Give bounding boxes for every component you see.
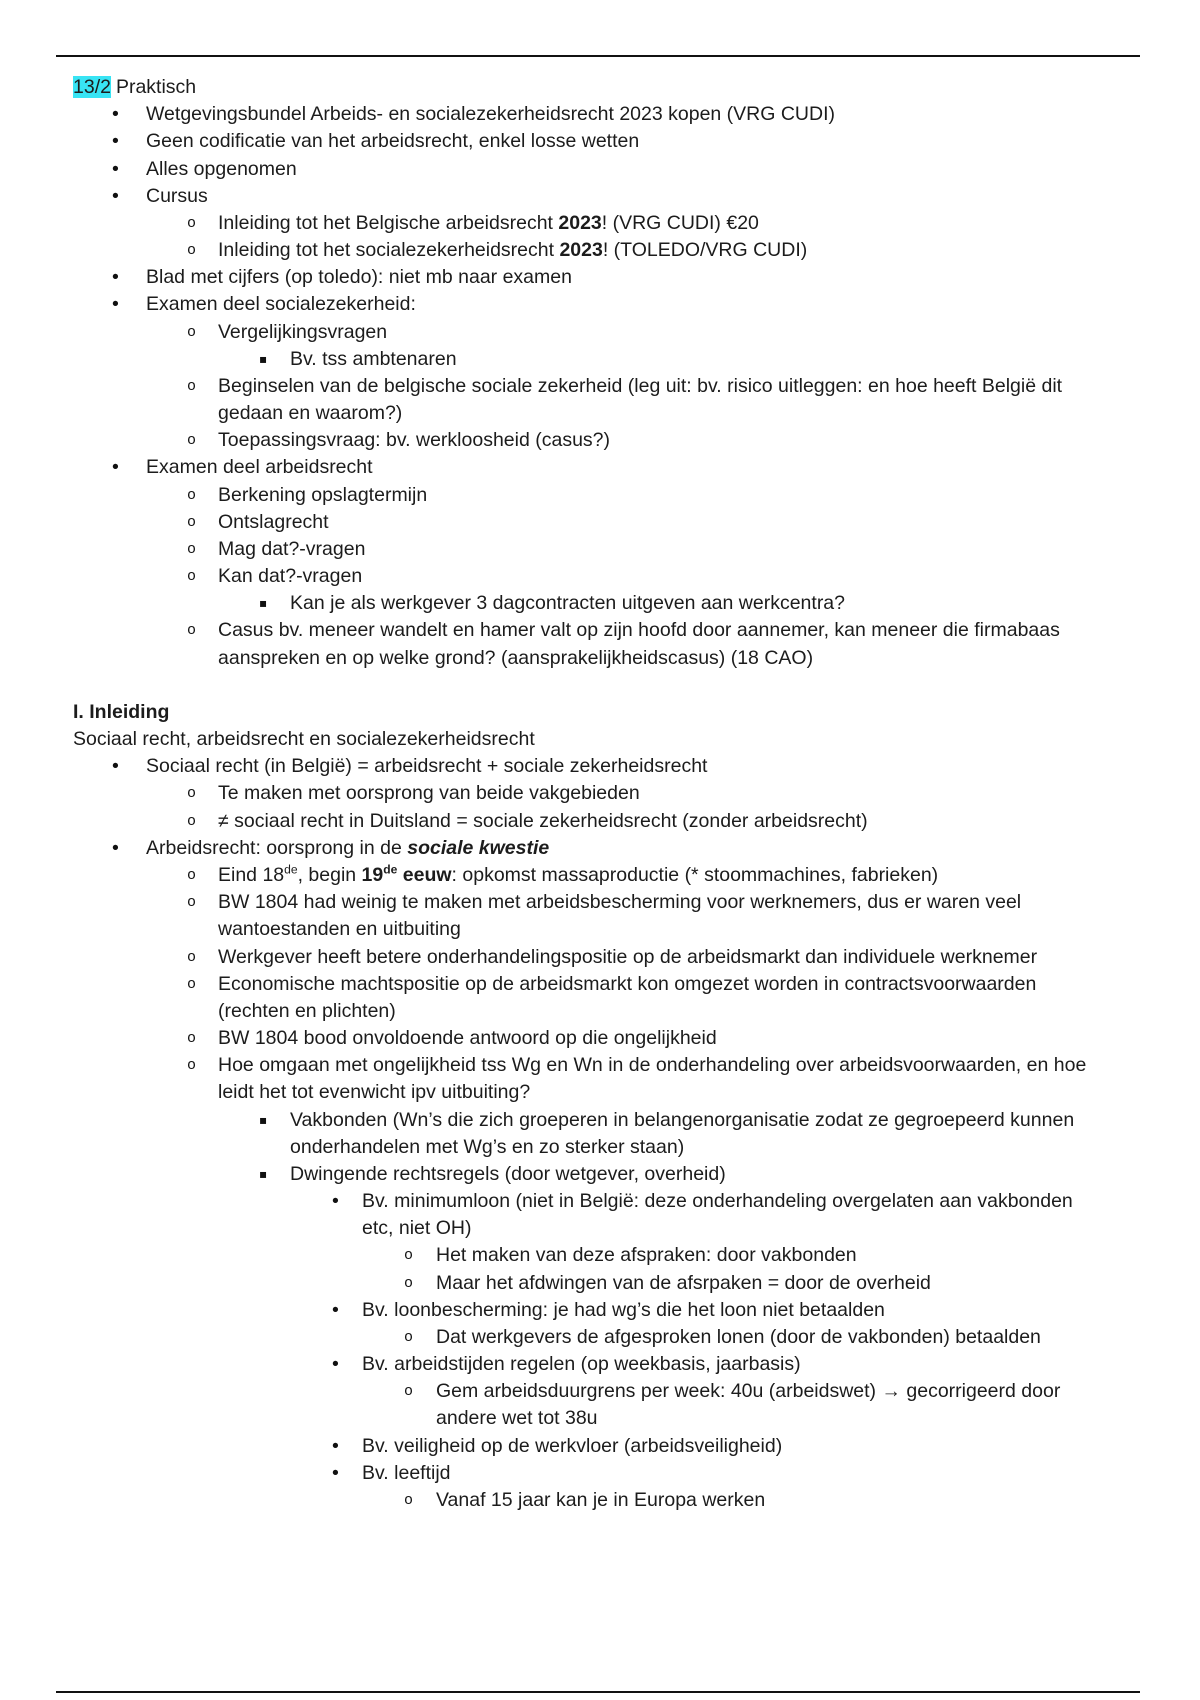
bullet-marker: ▪ bbox=[259, 596, 268, 611]
list-item-row bbox=[0, 862, 1200, 889]
list-item-text bbox=[218, 319, 1200, 346]
text-line bbox=[218, 862, 1200, 889]
bullet-marker: • bbox=[112, 130, 119, 153]
text-line: Blad met cijfers (op toledo): niet mb naar examen bbox=[146, 266, 572, 289]
text-line: Toepassingsvraag: bv. werkloosheid (casus?) bbox=[218, 429, 610, 452]
bullet-marker: • bbox=[112, 836, 119, 859]
text-line: aanspreken en op welke grond? (aansprakelijkheidscasus) (18 CAO) bbox=[218, 646, 814, 669]
list-item-text bbox=[436, 1378, 1200, 1432]
bullet-marker: • bbox=[112, 293, 119, 316]
list-item-row bbox=[0, 1351, 1200, 1378]
list-item-text bbox=[146, 264, 1200, 291]
list-item-text bbox=[146, 291, 1200, 318]
list-item-row bbox=[0, 346, 1200, 373]
text-line bbox=[146, 835, 1200, 862]
list-item-text bbox=[218, 1025, 1200, 1052]
text-line: Bv. minimumloon (niet in België: deze onderhandeling overgelaten aan vakbonden bbox=[362, 1190, 1073, 1213]
bullet-marker: • bbox=[332, 1353, 339, 1376]
list-item-text bbox=[146, 101, 1200, 128]
list-item bbox=[0, 128, 1200, 155]
text-line: Wetgevingsbundel Arbeids- en socialezekerheidsrecht 2023 kopen (VRG CUDI) bbox=[146, 103, 836, 126]
list-item-text bbox=[218, 780, 1200, 807]
text-line: Berkening opslagtermijn bbox=[218, 483, 428, 506]
bullet-marker: • bbox=[332, 1434, 339, 1457]
list-item-row bbox=[0, 373, 1200, 427]
bullet-marker: o bbox=[404, 1274, 414, 1292]
bullet-marker: o bbox=[187, 812, 197, 830]
list-item-text bbox=[146, 128, 1200, 155]
text-segment: : opkomst massaproductie (* stoommachines, fabrieken) bbox=[451, 863, 939, 886]
nested-list bbox=[0, 1188, 1200, 1514]
section-praktisch bbox=[0, 74, 1200, 672]
bold-text: 19 bbox=[361, 863, 384, 886]
list-item bbox=[0, 1460, 1200, 1514]
bullet-marker: • bbox=[112, 103, 119, 126]
list-item-row bbox=[0, 835, 1200, 862]
bullet-marker: o bbox=[187, 1030, 197, 1048]
bullet-marker: • bbox=[112, 266, 119, 289]
text-line: Bv. loonbescherming: je had wg’s die het loon niet betaalden bbox=[362, 1298, 885, 1321]
text-line: Kan dat?-vragen bbox=[218, 565, 363, 588]
list-item-text bbox=[218, 808, 1200, 835]
text-line: Alles opgenomen bbox=[146, 157, 297, 180]
bullet-marker: • bbox=[112, 184, 119, 207]
text-line: Sociaal recht (in België) = arbeidsrecht + sociale zekerheidsrecht bbox=[146, 755, 708, 778]
text-line: Ontslagrecht bbox=[218, 510, 329, 533]
bold-italic-text: sociale kwestie bbox=[407, 836, 550, 859]
text-segment: Eind 18 bbox=[218, 863, 285, 886]
nested-list bbox=[0, 319, 1200, 455]
list-item-text bbox=[290, 1161, 1200, 1188]
list-item bbox=[0, 1161, 1200, 1514]
list-item-row bbox=[0, 971, 1200, 1025]
list-item-text bbox=[290, 346, 1200, 373]
list-item bbox=[0, 1188, 1200, 1297]
superscript-text: de bbox=[284, 862, 298, 877]
text-line: Te maken met oorsprong van beide vakgebieden bbox=[218, 782, 640, 805]
date-highlight: 13/2 bbox=[73, 76, 111, 98]
list-item-text bbox=[290, 590, 1200, 617]
list-item bbox=[0, 427, 1200, 454]
text-line: Dwingende rechtsregels (door wetgever, overheid) bbox=[290, 1162, 726, 1185]
list-item-row bbox=[0, 780, 1200, 807]
list-item bbox=[0, 835, 1200, 1514]
text-line: onderhandelen met Wg’s en zo sterker staan) bbox=[290, 1135, 685, 1158]
list-item bbox=[0, 264, 1200, 291]
list-item-row bbox=[0, 1052, 1200, 1106]
bullet-marker: o bbox=[187, 377, 197, 395]
list-item bbox=[0, 1433, 1200, 1460]
nested-list bbox=[0, 1378, 1200, 1432]
list-item-row bbox=[0, 101, 1200, 128]
text-line: andere wet tot 38u bbox=[436, 1407, 598, 1430]
list-item-text bbox=[362, 1460, 1200, 1487]
bold-text: 2023 bbox=[558, 211, 602, 234]
text-segment: Arbeidsrecht: oorsprong in de bbox=[146, 836, 408, 859]
text-line: Beginselen van de belgische sociale zekerheid (leg uit: bv. risico uitleggen: en hoe heeft België dit bbox=[218, 374, 1063, 397]
list-item-text bbox=[146, 835, 1200, 862]
list-item-text bbox=[218, 944, 1200, 971]
list-item bbox=[0, 373, 1200, 427]
list-item-row bbox=[0, 1107, 1200, 1161]
superscript-text: de bbox=[383, 862, 398, 877]
list-item bbox=[0, 291, 1200, 454]
list-item-text bbox=[218, 617, 1200, 671]
bullet-marker: o bbox=[404, 1247, 414, 1265]
nested-list bbox=[0, 346, 1200, 373]
list-item bbox=[0, 509, 1200, 536]
list-item bbox=[0, 808, 1200, 835]
bullet-list bbox=[0, 101, 1200, 672]
list-item bbox=[0, 346, 1200, 373]
list-item-row bbox=[0, 590, 1200, 617]
list-item-row bbox=[0, 1460, 1200, 1487]
text-line: Werkgever heeft betere onderhandelingspositie op de arbeidsmarkt dan individuele werknemer bbox=[218, 945, 1038, 968]
bullet-list bbox=[0, 753, 1200, 1514]
bullet-marker: o bbox=[404, 1491, 414, 1509]
nested-list bbox=[0, 780, 1200, 834]
list-item bbox=[0, 590, 1200, 617]
text-segment: , begin bbox=[297, 863, 362, 886]
list-item bbox=[0, 536, 1200, 563]
list-item-text bbox=[218, 889, 1200, 943]
text-line: Vergelijkingsvragen bbox=[218, 320, 388, 343]
list-item-text bbox=[146, 183, 1200, 210]
document-body bbox=[0, 74, 1200, 1514]
bullet-marker: • bbox=[112, 157, 119, 180]
list-item bbox=[0, 237, 1200, 264]
text-line: Gem arbeidsduurgrens per week: 40u (arbeidswet) → gecorrigeerd door bbox=[436, 1380, 1061, 1403]
list-item-row bbox=[0, 1242, 1200, 1269]
list-item bbox=[0, 1025, 1200, 1052]
list-item bbox=[0, 780, 1200, 807]
text-line: etc, niet OH) bbox=[362, 1217, 472, 1240]
text-line: Kan je als werkgever 3 dagcontracten uitgeven aan werkcentra? bbox=[290, 592, 845, 615]
bottom-rule bbox=[56, 1691, 1140, 1693]
list-item-text bbox=[218, 237, 1200, 264]
list-item-row bbox=[0, 509, 1200, 536]
nested-list bbox=[0, 862, 1200, 1514]
list-item-row bbox=[0, 1487, 1200, 1514]
list-item-text bbox=[218, 509, 1200, 536]
list-item-text bbox=[362, 1188, 1200, 1242]
list-item bbox=[0, 1242, 1200, 1269]
chapter-subheading: Sociaal recht, arbeidsrecht en socialezekerheidsrecht bbox=[73, 728, 535, 751]
text-line: Maar het afdwingen van de afsrpaken = door de overheid bbox=[436, 1271, 931, 1294]
bullet-marker: o bbox=[187, 540, 197, 558]
bullet-marker: • bbox=[112, 456, 119, 479]
nested-list bbox=[0, 1242, 1200, 1296]
bullet-marker: • bbox=[332, 1190, 339, 1213]
list-item-text bbox=[218, 862, 1200, 889]
list-item-row bbox=[0, 563, 1200, 590]
list-item-text bbox=[218, 971, 1200, 1025]
text-line: Hoe omgaan met ongelijkheid tss Wg en Wn in de onderhandeling over arbeidsvoorwaarden, en hoe bbox=[218, 1054, 1087, 1077]
nested-list bbox=[0, 590, 1200, 617]
list-item-row bbox=[0, 454, 1200, 481]
bullet-marker: o bbox=[187, 432, 197, 450]
text-line: BW 1804 bood onvoldoende antwoord op die ongelijkheid bbox=[218, 1027, 717, 1050]
list-item-text bbox=[436, 1324, 1200, 1351]
text-line: Bv. arbeidstijden regelen (op weekbasis, jaarbasis) bbox=[362, 1353, 801, 1376]
list-item-row bbox=[0, 291, 1200, 318]
bullet-marker: o bbox=[187, 866, 197, 884]
bullet-marker: • bbox=[112, 755, 119, 778]
list-item-text bbox=[218, 427, 1200, 454]
list-item-row bbox=[0, 482, 1200, 509]
bullet-marker: o bbox=[187, 214, 197, 232]
text-line: Cursus bbox=[146, 184, 208, 207]
list-item bbox=[0, 1107, 1200, 1161]
text-line: leidt het tot evenwicht ipv uitbuiting? bbox=[218, 1081, 531, 1104]
list-item-row bbox=[0, 1378, 1200, 1432]
list-item-text bbox=[146, 156, 1200, 183]
list-item-row bbox=[0, 1433, 1200, 1460]
list-item-text bbox=[362, 1351, 1200, 1378]
list-item-text bbox=[146, 454, 1200, 481]
list-item-text bbox=[218, 210, 1200, 237]
text-line: Vanaf 15 jaar kan je in Europa werken bbox=[436, 1488, 766, 1511]
bold-text: eeuw bbox=[397, 863, 452, 886]
bullet-marker: o bbox=[187, 242, 197, 260]
text-line: wantoestanden en uitbuiting bbox=[218, 918, 461, 941]
text-line bbox=[218, 237, 1200, 264]
list-item-row bbox=[0, 264, 1200, 291]
list-item-text bbox=[362, 1433, 1200, 1460]
text-line: ≠ sociaal recht in Duitsland = sociale zekerheidsrecht (zonder arbeidsrecht) bbox=[218, 809, 868, 832]
list-item bbox=[0, 319, 1200, 373]
bullet-marker: o bbox=[187, 622, 197, 640]
list-item-row bbox=[0, 156, 1200, 183]
text-line: Het maken van deze afspraken: door vakbonden bbox=[436, 1244, 857, 1267]
bullet-marker: o bbox=[404, 1383, 414, 1401]
bold-text: 2023 bbox=[559, 239, 603, 262]
list-item-row bbox=[0, 944, 1200, 971]
text-line: Vakbonden (Wn’s die zich groeperen in belangenorganisatie zodat ze gegroepeerd kunnen bbox=[290, 1108, 1075, 1131]
list-item bbox=[0, 1270, 1200, 1297]
text-line: Bv. veiligheid op de werkvloer (arbeidsveiligheid) bbox=[362, 1434, 783, 1457]
list-item bbox=[0, 1351, 1200, 1433]
list-item-row bbox=[0, 210, 1200, 237]
list-item-row bbox=[0, 183, 1200, 210]
nested-list bbox=[0, 1487, 1200, 1514]
top-rule bbox=[56, 55, 1140, 57]
text-line: Geen codificatie van het arbeidsrecht, enkel losse wetten bbox=[146, 130, 640, 153]
list-item bbox=[0, 862, 1200, 889]
list-item bbox=[0, 971, 1200, 1025]
list-item-row bbox=[0, 128, 1200, 155]
list-item-text bbox=[436, 1487, 1200, 1514]
list-item-row bbox=[0, 319, 1200, 346]
bullet-marker: • bbox=[332, 1461, 339, 1484]
list-item-text bbox=[218, 373, 1200, 427]
list-item-row bbox=[0, 1297, 1200, 1324]
text-line: Examen deel arbeidsrecht bbox=[146, 456, 373, 479]
bullet-marker: o bbox=[187, 323, 197, 341]
bullet-marker: o bbox=[187, 975, 197, 993]
list-item-row bbox=[0, 237, 1200, 264]
list-item-text bbox=[362, 1297, 1200, 1324]
list-item-text bbox=[290, 1107, 1200, 1161]
list-item bbox=[0, 1297, 1200, 1351]
text-line: gedaan en waarom?) bbox=[218, 402, 403, 425]
list-item-text bbox=[218, 563, 1200, 590]
list-item bbox=[0, 482, 1200, 509]
chapter-heading: I. Inleiding bbox=[73, 700, 170, 723]
list-item-text bbox=[436, 1270, 1200, 1297]
list-item-row bbox=[0, 808, 1200, 835]
list-item bbox=[0, 454, 1200, 671]
section-inleiding bbox=[0, 699, 1200, 1514]
nested-list bbox=[0, 1324, 1200, 1351]
bullet-marker: ▪ bbox=[259, 1166, 268, 1181]
bullet-marker: o bbox=[187, 894, 197, 912]
list-item bbox=[0, 1378, 1200, 1432]
section-title-line bbox=[0, 74, 1200, 101]
bullet-marker: • bbox=[332, 1298, 339, 1321]
bullet-marker: o bbox=[187, 513, 197, 531]
text-segment: Inleiding tot het Belgische arbeidsrecht bbox=[218, 211, 559, 234]
list-item bbox=[0, 889, 1200, 943]
list-item-row bbox=[0, 1324, 1200, 1351]
list-item bbox=[0, 753, 1200, 835]
list-item bbox=[0, 210, 1200, 237]
bullet-marker: o bbox=[187, 785, 197, 803]
bullet-marker: ▪ bbox=[259, 351, 268, 366]
list-item-text bbox=[218, 536, 1200, 563]
list-item bbox=[0, 944, 1200, 971]
text-line: Casus bv. meneer wandelt en hamer valt op zijn hoofd door aannemer, kan meneer die firmabaas bbox=[218, 619, 1060, 642]
list-item-row bbox=[0, 1161, 1200, 1188]
list-item bbox=[0, 156, 1200, 183]
list-item bbox=[0, 1052, 1200, 1514]
text-line: (rechten en plichten) bbox=[218, 999, 396, 1022]
list-item bbox=[0, 1487, 1200, 1514]
text-segment: ! (TOLEDO/VRG CUDI) bbox=[602, 239, 808, 262]
list-item-row bbox=[0, 753, 1200, 780]
section-title: Praktisch bbox=[115, 76, 197, 98]
list-item-row bbox=[0, 889, 1200, 943]
nested-list bbox=[0, 482, 1200, 672]
text-line: Mag dat?-vragen bbox=[218, 537, 366, 560]
list-item-row bbox=[0, 427, 1200, 454]
list-item bbox=[0, 563, 1200, 617]
list-item-text bbox=[218, 482, 1200, 509]
list-item-text bbox=[146, 753, 1200, 780]
bullet-marker: o bbox=[404, 1328, 414, 1346]
list-item-row bbox=[0, 1025, 1200, 1052]
list-item-row bbox=[0, 617, 1200, 671]
list-item-row bbox=[0, 1270, 1200, 1297]
text-line: BW 1804 had weinig te maken met arbeidsbescherming voor werknemers, dus er waren veel bbox=[218, 891, 1022, 914]
bullet-marker: o bbox=[187, 568, 197, 586]
list-item-text bbox=[436, 1242, 1200, 1269]
text-line: Examen deel socialezekerheid: bbox=[146, 293, 416, 316]
list-item-text bbox=[218, 1052, 1200, 1106]
list-item bbox=[0, 101, 1200, 128]
bullet-marker: ▪ bbox=[259, 1112, 268, 1127]
text-line: Economische machtspositie op de arbeidsmarkt kon omgezet worden in contractsvoorwaarden bbox=[218, 972, 1037, 995]
list-item bbox=[0, 617, 1200, 671]
bullet-marker: o bbox=[187, 486, 197, 504]
text-line bbox=[218, 210, 1200, 237]
list-item bbox=[0, 183, 1200, 265]
bullet-marker: o bbox=[187, 948, 197, 966]
bullet-marker: o bbox=[187, 1057, 197, 1075]
text-segment: Inleiding tot het socialezekerheidsrecht bbox=[218, 239, 560, 262]
nested-list bbox=[0, 1107, 1200, 1515]
list-item bbox=[0, 1324, 1200, 1351]
text-line: Bv. leeftijd bbox=[362, 1461, 451, 1484]
text-line: Dat werkgevers de afgesproken lonen (door de vakbonden) betaalden bbox=[436, 1325, 1041, 1348]
text-line: Bv. tss ambtenaren bbox=[290, 347, 457, 370]
nested-list bbox=[0, 210, 1200, 264]
list-item-row bbox=[0, 536, 1200, 563]
text-segment: ! (VRG CUDI) €20 bbox=[601, 211, 759, 234]
list-item-row bbox=[0, 1188, 1200, 1242]
